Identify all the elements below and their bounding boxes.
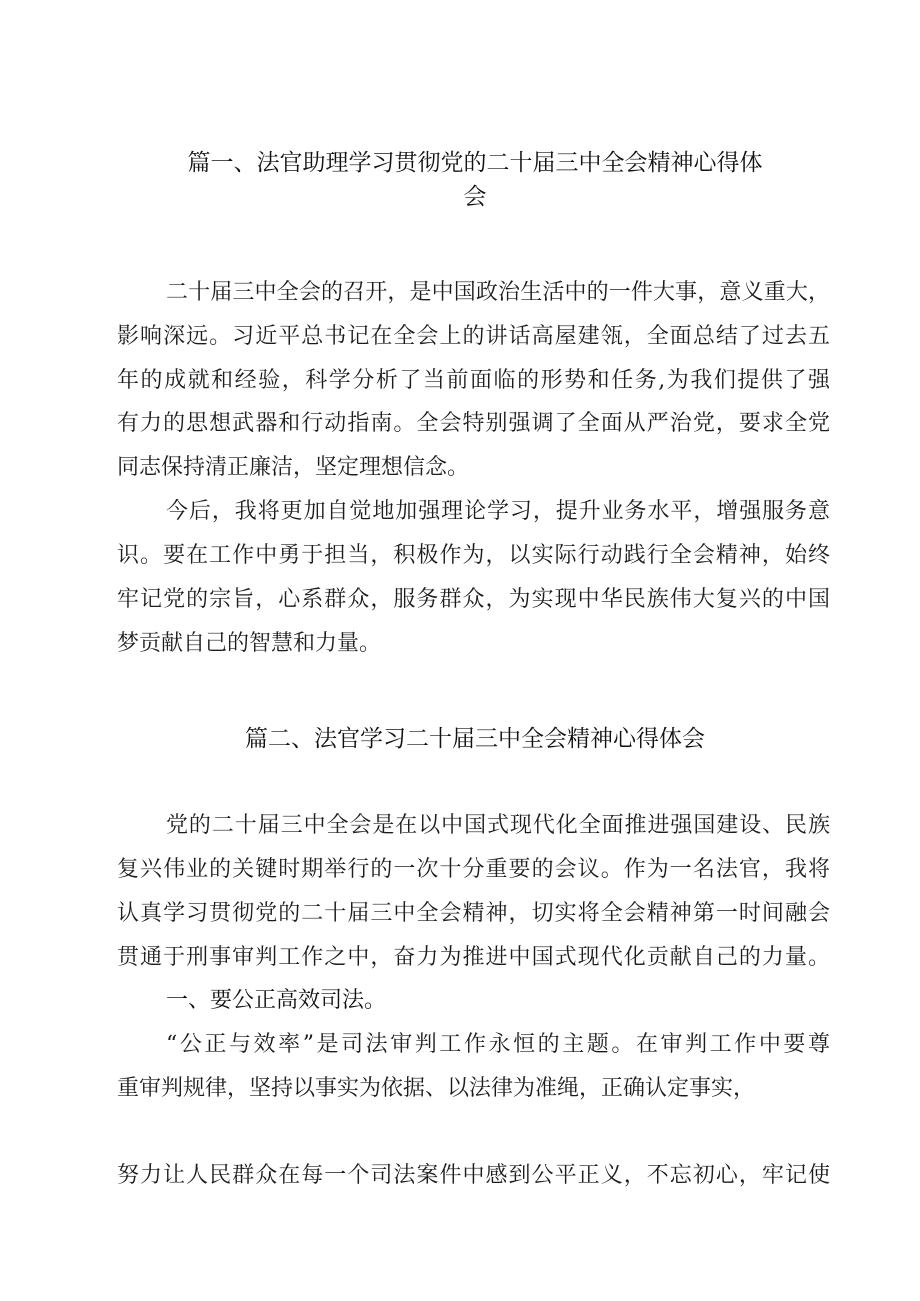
paragraph-line: 识。要在工作中勇于担当，积极作为，以实际行动践行全会精神，始终 xyxy=(117,543,830,568)
paragraph-line: 二十届三中全会的召开，是中国政治生活中的一件大事，意义重大， xyxy=(166,280,830,305)
paragraph-line: 年的成就和经验，科学分析了当前面临的形势和任务,为我们提供了强 xyxy=(117,368,830,393)
paragraph-line: 认真学习贯彻党的二十届三中全会精神，切实将全会精神第一时间融会 xyxy=(117,901,830,926)
paragraph-line: 复兴伟业的关键时期举行的一次十分重要的会议。作为一名法官，我将 xyxy=(117,857,830,882)
paragraph-line: 同志保持清正廉洁，坚定理想信念。 xyxy=(117,455,470,480)
paragraph-line: 今后，我将更加自觉地加强理论学习，提升业务水平，增强服务意 xyxy=(166,499,830,524)
paragraph-line: 党的二十届三中全会是在以中国式现代化全面推进强国建设、民族 xyxy=(166,813,830,838)
section2-subheading: 一、要公正高效司法。 xyxy=(166,988,387,1013)
section2-title: 篇二、法官学习二十届三中全会精神心得体会 xyxy=(245,726,705,752)
section1-title-line2: 会 xyxy=(463,184,487,210)
paragraph-line: 有力的思想武器和行动指南。全会特别强调了全面从严治党，要求全党 xyxy=(117,411,830,436)
paragraph-line: 牢记党的宗旨，心系群众，服务群众，为实现中华民族伟大复兴的中国 xyxy=(117,587,830,612)
paragraph-line: 影响深远。习近平总书记在全会上的讲话高屋建瓴，全面总结了过去五 xyxy=(117,324,830,349)
paragraph-line: 重审判规律，坚持以事实为依据、以法律为准绳，正确认定事实， xyxy=(117,1076,756,1101)
paragraph-line: “公正与效率”是司法审判工作永恒的主题。在审判工作中要尊 xyxy=(166,1032,830,1057)
paragraph-line: 贯通于刑事审判工作之中，奋力为推进中国式现代化贡献自己的力量。 xyxy=(117,945,830,970)
paragraph-line: 梦贡献自己的智慧和力量。 xyxy=(117,631,382,656)
section1-title-line1: 篇一、法官助理学习贯彻党的二十届三中全会精神心得体 xyxy=(187,150,763,176)
paragraph-line: 努力让人民群众在每一个司法案件中感到公平正义，不忘初心，牢记使 xyxy=(117,1163,830,1188)
